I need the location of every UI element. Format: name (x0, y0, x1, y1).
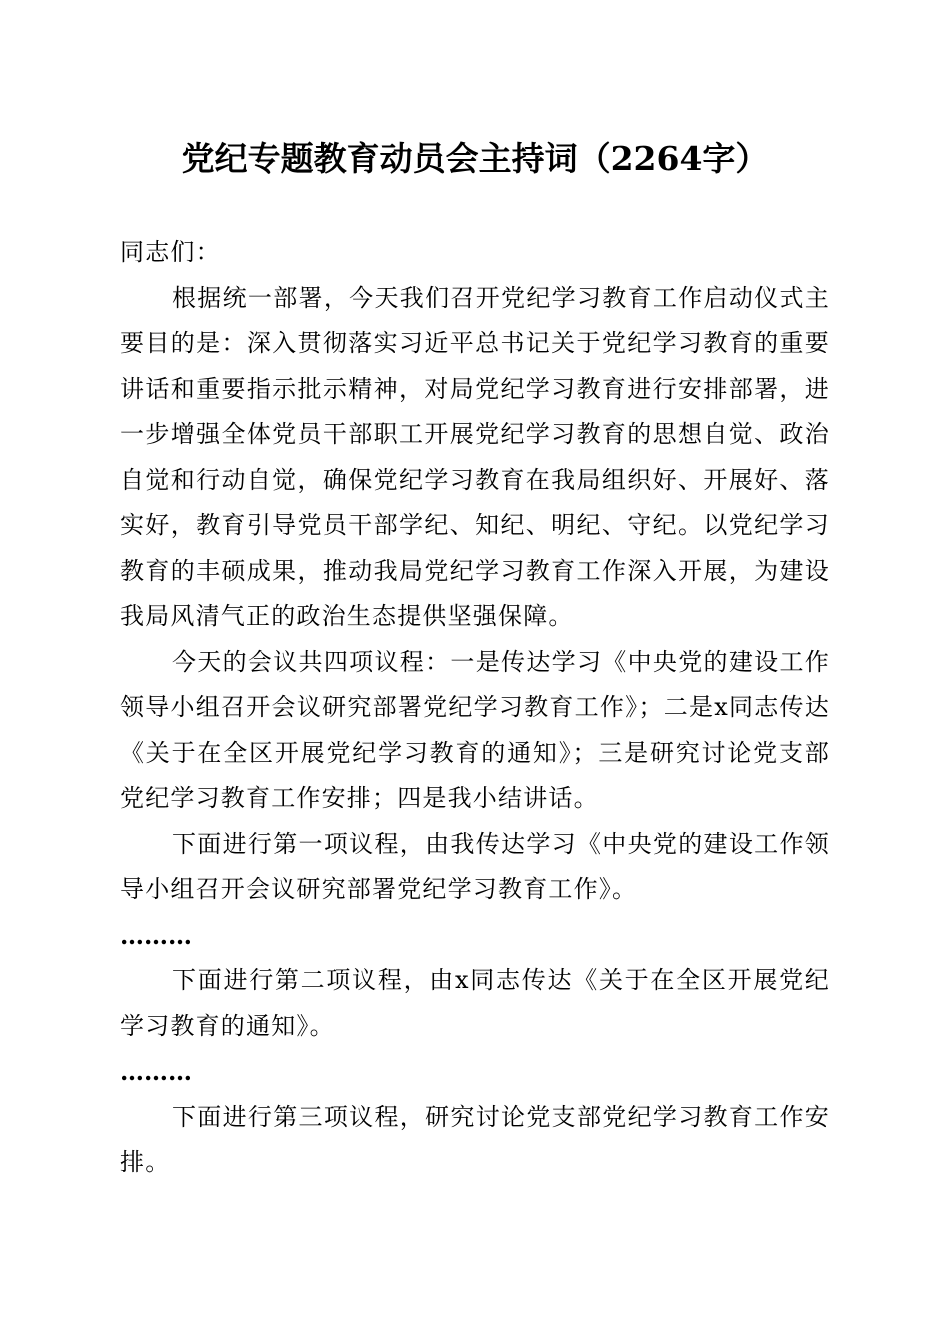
paragraph-agenda: 今天的会议共四项议程：一是传达学习《中央党的建设工作领导小组召开会议研究部署党纪学习教育工作》；二是x同志传达《关于在全区开展党纪学习教育的通知》；三是研究讨论党支部党纪学习教育工作安排；四是我小结讲话。 (120, 647, 830, 812)
document-body (120, 230, 830, 1186)
paragraph-item-one: 下面进行第一项议程，由我传达学习《中央党的建设工作领导小组召开会议研究部署党纪学习教育工作》。 (120, 829, 830, 903)
salutation: 同志们： (120, 238, 221, 266)
ellipsis-one: ……… (120, 920, 192, 950)
paragraph-item-two: 下面进行第二项议程，由x同志传达《关于在全区开展党纪学习教育的通知》。 (120, 966, 830, 1040)
document-title: 党纪专题教育动员会主持词（2264字） (181, 139, 769, 178)
paragraph-item-three: 下面进行第三项议程，研究讨论党支部党纪学习教育工作安排。 (120, 1102, 830, 1176)
ellipsis-two: ……… (120, 1057, 192, 1086)
paragraph-purpose: 根据统一部署，今天我们召开党纪学习教育工作启动仪式主要目的是：深入贯彻落实习近平总书记关于党纪学习教育的重要讲话和重要指示批示精神，对局党纪学习教育进行安排部署，进一步增强全体党员干部职工开展党纪学习教育的思想自觉、政治自觉和行动自觉，确保党纪学习教育在我局组织好、开展好、落实好，教育引导党员干部学纪、知纪、明纪、守纪。以党纪学习教育的丰硕成果，推动我局党纪学习教育工作深入开展，为建设我局风清气正的政治生态提供坚强保障。 (120, 283, 830, 630)
